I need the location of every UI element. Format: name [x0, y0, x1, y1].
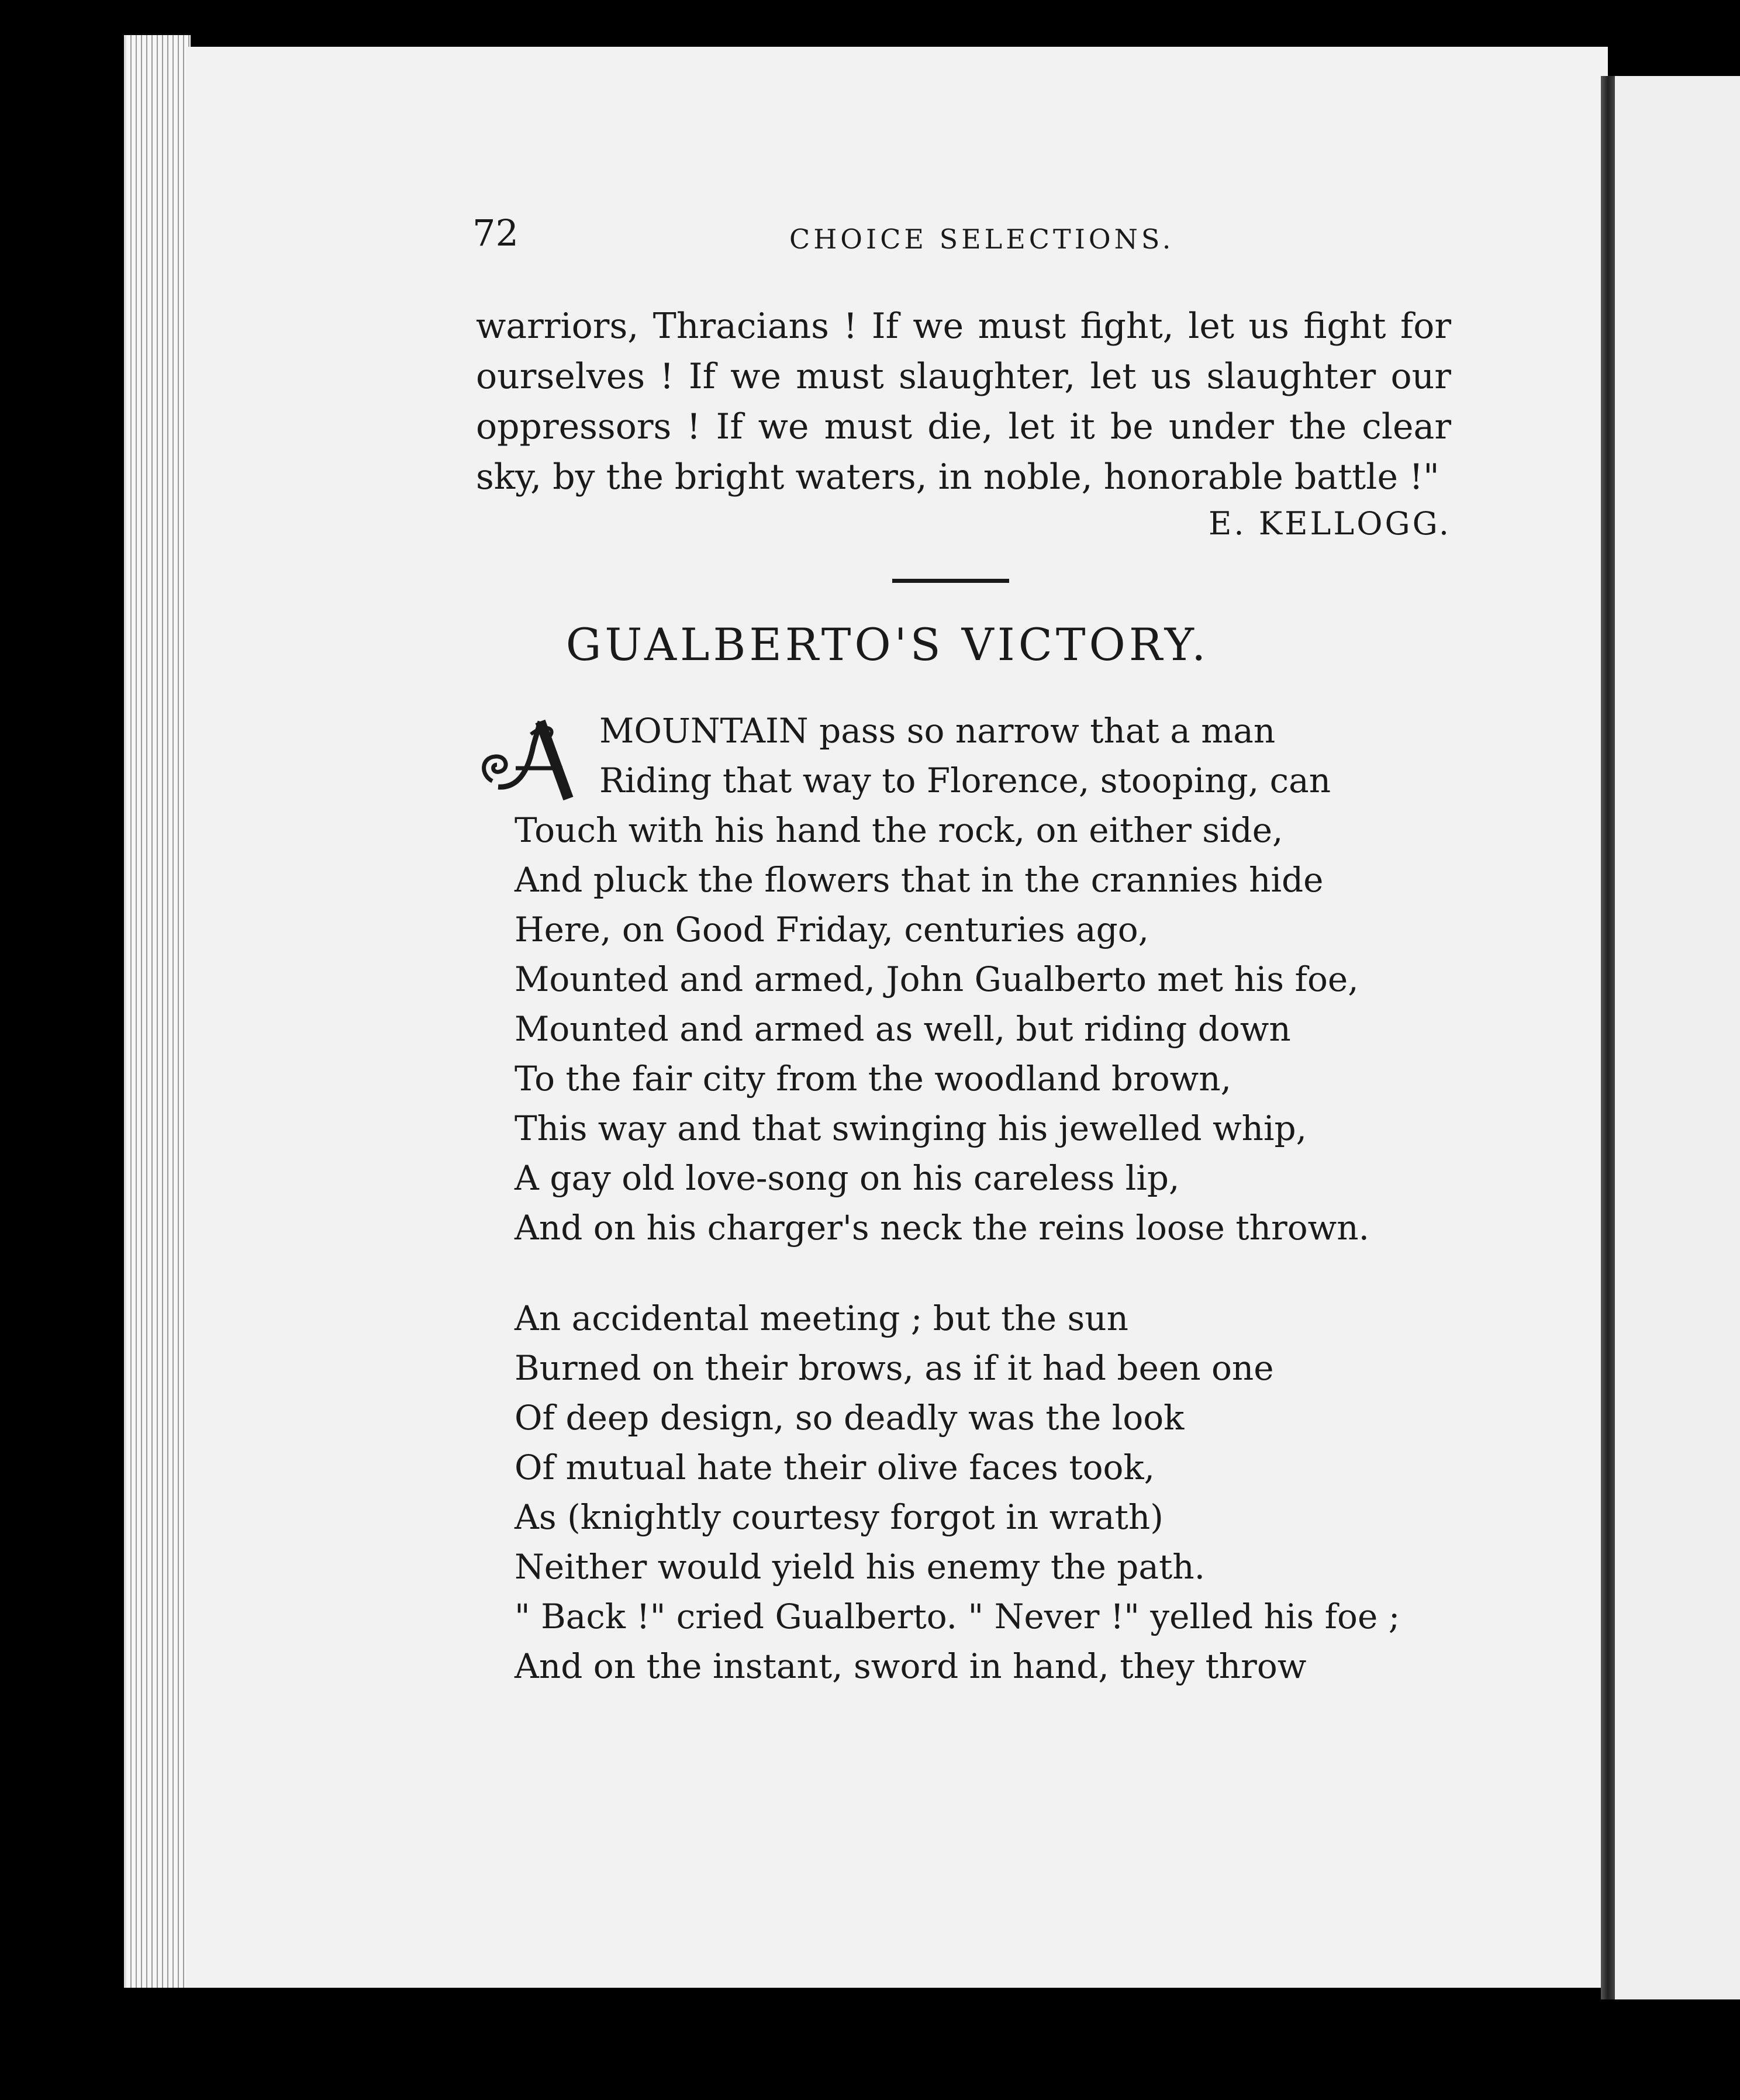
- poem-line: And pluck the flowers that in the crannies hide: [515, 860, 1324, 900]
- section-divider-rule: [892, 579, 1009, 583]
- prose-passage: [476, 301, 1451, 502]
- stanza-break: [515, 1253, 1508, 1294]
- page-number: 72: [472, 212, 519, 254]
- running-head: CHOICE SELECTIONS.: [789, 223, 1175, 255]
- poem-line: Riding that way to Florence, stooping, can: [599, 761, 1331, 800]
- poem-line: Of mutual hate their olive faces took,: [515, 1448, 1155, 1487]
- prose-line: oppressors ! If we must die, let it be under the clear: [476, 406, 1451, 447]
- poem-line: To the fair city from the woodland brown,: [515, 1059, 1232, 1099]
- poem-line: Of deep design, so deadly was the look: [515, 1398, 1185, 1438]
- poem-line: And on his charger's neck the reins loose thrown.: [515, 1208, 1370, 1248]
- prose-line: ourselves ! If we must slaughter, let us slaughter our: [476, 356, 1451, 397]
- poem-line: This way and that swinging his jewelled whip,: [515, 1108, 1307, 1148]
- poem-line: As (knightly courtesy forgot in wrath): [515, 1497, 1164, 1537]
- poem-line: Touch with his hand the rock, on either side,: [515, 810, 1283, 850]
- poem-title: GUALBERTO'S VICTORY.: [565, 619, 1210, 671]
- poem-line: MOUNTAIN pass so narrow that a man: [599, 711, 1276, 751]
- prose-line: warriors, Thracians ! If we must fight, let us fight for: [476, 306, 1451, 347]
- poem-line: " Back !" cried Gualberto. " Never !" yelled his foe ;: [515, 1597, 1400, 1636]
- prose-line: sky, by the bright waters, in noble, honorable battle !": [476, 457, 1439, 498]
- poem-line: Burned on their brows, as if it had been one: [515, 1348, 1274, 1388]
- poem-line: An accidental meeting ; but the sun: [515, 1298, 1128, 1338]
- poem-line: Neither would yield his enemy the path.: [515, 1547, 1206, 1587]
- poem-line: Here, on Good Friday, centuries ago,: [515, 910, 1149, 949]
- poem-body: [515, 706, 1508, 1691]
- poem-line: Mounted and armed as well, but riding down: [515, 1009, 1291, 1049]
- author-attribution: E. KELLOGG.: [1208, 505, 1451, 542]
- poem-line: And on the instant, sword in hand, they throw: [515, 1646, 1307, 1686]
- poem-line: Mounted and armed, John Gualberto met his foe,: [515, 959, 1359, 999]
- poem-line: A gay old love-song on his careless lip,: [515, 1158, 1180, 1198]
